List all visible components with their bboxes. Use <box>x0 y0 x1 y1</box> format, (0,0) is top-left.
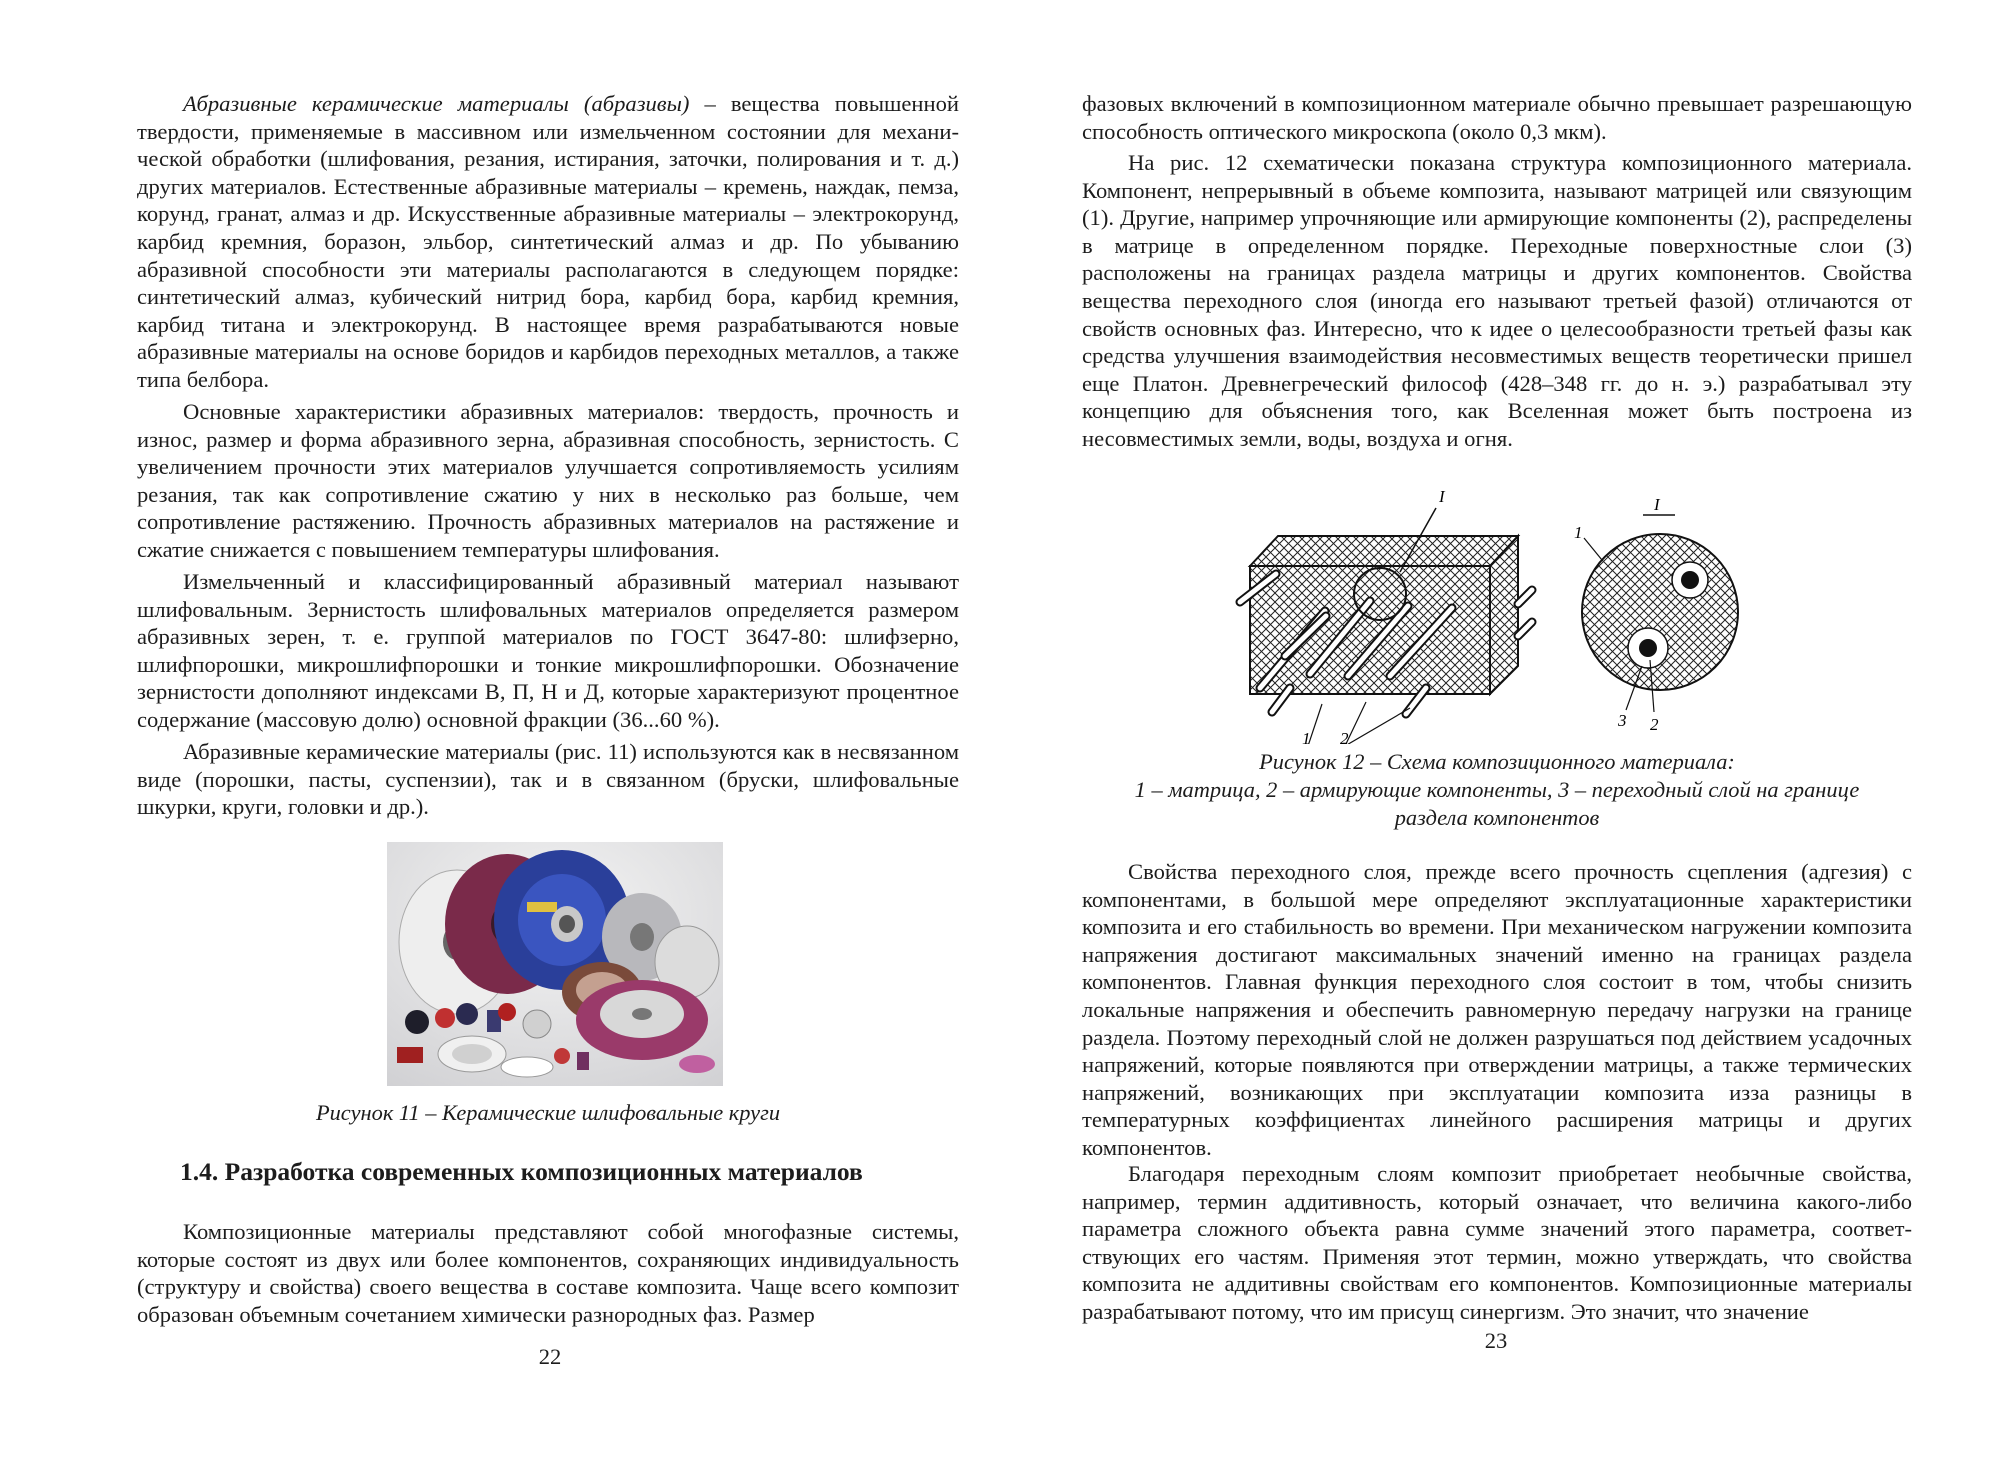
grinding-wheels-illustration <box>387 842 723 1086</box>
composite-schematic <box>1230 476 1750 744</box>
paragraph-abrasives-definition <box>137 90 959 394</box>
label-block-callout: I <box>1439 487 1445 506</box>
term-abrasive-materials: Абразивные керамические материалы (абразивы) <box>183 91 690 116</box>
label-circle-fiber: 2 <box>1650 715 1659 734</box>
right-page <box>1000 0 2000 1459</box>
page-number-left: 22 <box>538 1344 562 1369</box>
label-block-matrix: 1 <box>1302 729 1311 744</box>
composite-block <box>1240 508 1532 744</box>
paragraph-composite-intro: Композиционные материалы представляют собой многофазные системы, которые состоят из двух или более компонентов, сохраняющих индивидуальность (структуру и свойства) своего вещества в составе композита. Чаще всего композит образован объемным сочетанием химически разнородных фаз. Размер <box>137 1219 959 1327</box>
paragraph-text: – вещества повышенной твердости, применяемые в массивном или измельченном состоянии для механической обработки (шлифования, резания, истирания, заточки, полирования и т. д.) других материалов. Естественные абразивные материалы – кремень, наждак, пемза, корунд, гранат, алмаз и др. Искусственные абразивные материалы – электрокорунд, карбид кремния, боразон, эльбор, синтетический алмаз и др. По убыванию абразивной способности эти материалы располагаются в следующем порядке: синтетический алмаз, кубический нитрид бора, карбид бора, карбид кремния, карбид титана и электрокорунд. В настоящее время разрабатываются новые абразивные материалы на основе боридов и карбидов переходных металлов, а также типа белбора. <box>137 91 959 392</box>
label-block-fibers: 2 <box>1340 729 1349 744</box>
label-circle-title: I <box>1654 495 1660 514</box>
paragraph-composite-structure: На рис. 12 схематически показана структура композиционного материала. Компонент, непрерывный в объеме композита, называют матрицей или связующим (1). Другие, например упрочняющие или армирующие компоненты (2), распределены в матрице в определенном порядке. Переходные поверхностные слои (3) расположены на границах раздела матрицы и других компонентов. Свойства вещества переходного слоя (иногда его называют третьей фазой) отличаются от свойств основных фаз. Интересно, что к идее о целесообразности третьей фазы как средства улучшения взаимодействия несовместимых веществ теоретически пришел еще Платон. Древнегреческий философ (428–348 гг. до н. э.) разрабатывал эту концепцию для объяснения того, как Вселенная может быть построена из несовместимых земли, воды, воздуха и огня. <box>1082 150 1912 451</box>
label-circle-matrix: 1 <box>1574 523 1583 542</box>
paragraph-additivity: Благодаря переходным слоям композит приобретает необычные свойства, например, термин аддитивность, который означает, что величина какого-либо параметра сложного объекта равна сумме значений этого параметра, соответствующих его частям. Применяя этот термин, можно утверждать, что свойства композита не аддитивны свойствам его компонентов. Композиционные материалы разрабатывают потому, что им присущ синергизм. Это значит, что значение <box>1082 1161 1912 1324</box>
paragraph-transition-layer: Свойства переходного слоя, прежде всего прочность сцепления (адгезия) с компонентами, в большой мере определяют эксплуатационные характеристики композита и его стабильность во времени. При механическом нагружении композита напряжения достигают максимальных значений именно на границах раздела компонентов. Главная функция переходного слоя состоит в том, чтобы снизить локальные напряжения и обеспечить равномерную передачу нагрузки на границе раздела. Поэтому переходный слой не должен разрушаться под действием усадочных напряжений, которые появляются при отверждении матрицы, а также термических напряжений, возникающих при эксплуатации композита изза разницы в температурных коэффициентах линейного расширения матрицы и других компонентов. <box>1082 859 1912 1160</box>
figure-12-caption-line-1: Рисунок 12 – Схема композиционного материала: <box>1259 749 1735 774</box>
label-circle-layer: 3 <box>1618 711 1627 730</box>
section-heading-1-4: 1.4. Разработка современных композиционных материалов <box>180 1157 863 1186</box>
figure-12-composite-diagram <box>1230 476 1750 744</box>
figure-11-grinding-wheels-photo <box>387 842 723 1086</box>
paragraph-abrasive-usage: Абразивные керамические материалы (рис. 11) используются как в несвязанном виде (порошки, пасты, суспензии), так и в связанном (бруски, шлифовальные шкурки, круги, головки и др.). <box>137 739 959 820</box>
composite-cross-section <box>1582 515 1738 712</box>
paragraph-grain-size: Измельченный и классифицированный абразивный материал называют шлифовальным. Зернистость шлифовальных материалов определяется размером абразивных зерен, т. е. группой материалов по ГОСТ 3647-80: шлифзерно, шлифпорошки, микрошлифпорошки и тонкие микрошлифпорошки. Обозначение зернистости дополняют индексами В, П, Н и Д, которые характеризуют процентное содержание (массовую долю) основной фракции (36...60 %). <box>137 569 959 732</box>
page-number-right: 23 <box>1484 1328 1508 1353</box>
figure-12-caption-line-3: раздела компонентов <box>1394 805 1600 830</box>
paragraph-phase-inclusions: фазовых включений в композиционном материале обычно превышает разрешающую способность оптического микроскопа (около 0,3 мкм). <box>1082 91 1912 144</box>
paragraph-abrasive-characteristics: Основные характеристики абразивных материалов: твердость, прочность и износ, размер и форма абразивного зерна, абразивная способность, зернистость. С увеличением прочности этих материалов улучшается сопротивляемость усилиям резания, так как сопротивление сжатию у них в несколько раз больше, чем сопротивление растяжению. Прочность абразивных материалов на растяжение и сжатие снижается с повышением температуры шлифования. <box>137 399 959 562</box>
figure-12-caption-line-2: 1 – матрица, 2 – армирующие компоненты, 3 – переходный слой на границе <box>1134 777 1860 802</box>
figure-11-caption: Рисунок 11 – Керамические шлифовальные круги <box>315 1100 781 1125</box>
